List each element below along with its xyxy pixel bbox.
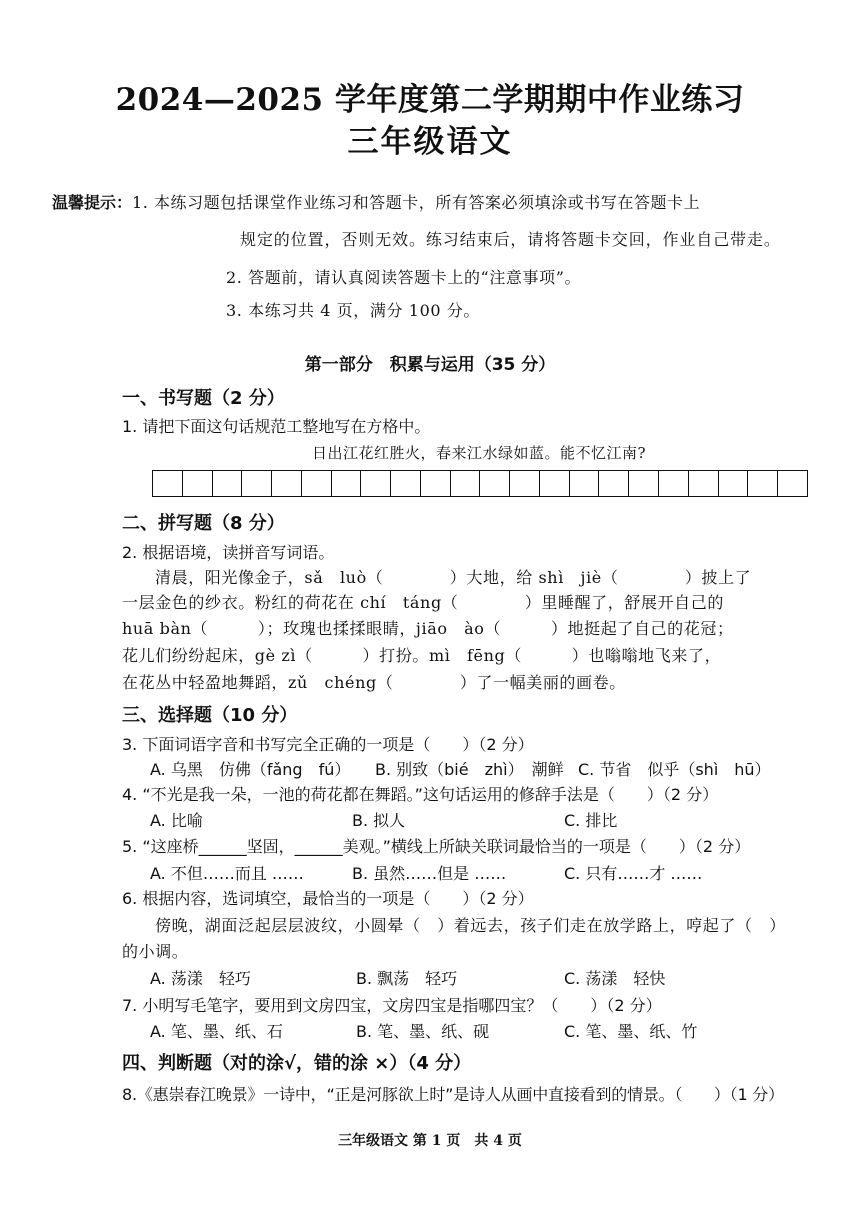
- grid-cell[interactable]: [421, 471, 451, 496]
- grid-cell[interactable]: [391, 471, 421, 496]
- grid-cell[interactable]: [153, 471, 183, 496]
- grid-cell[interactable]: [599, 471, 629, 496]
- grid-cell[interactable]: [361, 471, 391, 496]
- question-5-option-a: A. 不但……而且 ……: [150, 864, 304, 883]
- question-6-text-1: 傍晚，湖面泛起层层波纹，小圆晕（ ）着远去，孩子们走在放学路上，哼起了（ ）: [155, 916, 786, 935]
- tip-item-1-line-2: 规定的位置，否则无效。练习结束后，请将答题卡交回，作业自己带走。: [240, 230, 781, 249]
- question-5: 5. “这座桥______坚固，______美观。”横线上所缺关联词最恰当的一项是（ ）（2 分）: [122, 837, 751, 856]
- tip-item-2: 2. 答题前，请认真阅读答题卡上的“注意事项”。: [226, 268, 582, 287]
- grid-cell[interactable]: [748, 471, 778, 496]
- question-7-option-b: B. 笔、墨、纸、砚: [356, 1022, 490, 1041]
- question-6-option-b: B. 飘荡 轻巧: [356, 969, 458, 988]
- grid-cell[interactable]: [629, 471, 659, 496]
- question-3-option-b: B. 别致（bié zhì） 潮鲜: [375, 760, 564, 779]
- question-3: 3. 下面词语字音和书写完全正确的一项是（ ）（2 分）: [122, 735, 534, 754]
- section-2-title: 二、拼写题（8 分）: [122, 513, 285, 534]
- grid-cell[interactable]: [213, 471, 243, 496]
- grid-cell[interactable]: [272, 471, 302, 496]
- question-2: 2. 根据语境，读拼音写词语。: [122, 543, 335, 562]
- grid-cell[interactable]: [540, 471, 570, 496]
- question-6-option-c: C. 荡漾 轻快: [564, 969, 666, 988]
- page-subtitle: 三年级语文: [347, 124, 513, 160]
- question-6: 6. 根据内容，选词填空，最恰当的一项是（ ）（2 分）: [122, 889, 534, 908]
- copy-sentence: 日出江花红胜火，春来江水绿如蓝。能不忆江南?: [312, 444, 647, 462]
- writing-grid[interactable]: [152, 470, 808, 497]
- grid-cell[interactable]: [510, 471, 540, 496]
- question-7: 7. 小明写毛笔字，要用到文房四宝，文房四宝是指哪四宝？（ ）（2 分）: [122, 996, 662, 1015]
- question-5-option-c: C. 只有……才 ……: [564, 864, 703, 883]
- grid-cell[interactable]: [302, 471, 332, 496]
- question-4-option-c: C. 排比: [564, 811, 618, 830]
- section-4-title: 四、判断题（对的涂√，错的涂 ×）（4 分）: [122, 1053, 472, 1074]
- section-1-title: 一、书写题（2 分）: [122, 388, 285, 409]
- grid-cell[interactable]: [659, 471, 689, 496]
- tips-label: 温馨提示：: [52, 193, 133, 212]
- page-title: 2024—2025 学年度第二学期期中作业练习: [115, 82, 745, 118]
- grid-cell[interactable]: [719, 471, 749, 496]
- question-4-option-b: B. 拟人: [352, 811, 406, 830]
- question-6-option-a: A. 荡漾 轻巧: [150, 969, 251, 988]
- grid-cell[interactable]: [480, 471, 510, 496]
- pinyin-line-4: 花儿们纷纷起床，gè zì（ ）打扮。mì fēng（ ）也嗡嗡地飞来了，: [122, 646, 722, 665]
- tip-item-1-line-1: 1. 本练习题包括课堂作业练习和答题卡，所有答案必须填涂或书写在答题卡上: [132, 193, 701, 212]
- question-7-option-c: C. 笔、墨、纸、竹: [564, 1022, 698, 1041]
- grid-cell[interactable]: [242, 471, 272, 496]
- question-5-option-b: B. 虽然……但是 ……: [352, 864, 507, 883]
- question-4-option-a: A. 比喻: [150, 811, 203, 830]
- pinyin-line-5: 在花丛中轻盈地舞蹈，zǔ chéng（ ）了一幅美丽的画卷。: [122, 673, 626, 692]
- part-1-title: 第一部分 积累与运用（35 分）: [304, 355, 556, 375]
- question-4: 4. “不光是我一朵，一池的荷花都在舞蹈。”这句话运用的修辞手法是（ ）（2 分）: [122, 785, 719, 804]
- question-3-option-a: A. 乌黑 仿佛（fǎng fú）: [150, 760, 351, 779]
- pinyin-line-2: 一层金色的纱衣。粉红的荷花在 chí táng（ ）里睡醒了，舒展开自己的: [122, 593, 724, 612]
- section-3-title: 三、选择题（10 分）: [122, 705, 298, 726]
- grid-cell[interactable]: [451, 471, 481, 496]
- question-7-option-a: A. 笔、墨、纸、石: [150, 1022, 283, 1041]
- question-8: 8.《惠崇春江晚景》一诗中，“正是河豚欲上时”是诗人从画中直接看到的情景。（ ）（1 分）: [122, 1085, 784, 1104]
- grid-cell[interactable]: [332, 471, 362, 496]
- question-3-option-c: C. 节省 似乎（shì hū）: [578, 760, 771, 779]
- grid-cell[interactable]: [570, 471, 600, 496]
- tip-item-3: 3. 本练习共 4 页，满分 100 分。: [226, 301, 481, 320]
- grid-cell[interactable]: [183, 471, 213, 496]
- question-1: 1. 请把下面这句话规范工整地写在方格中。: [122, 417, 431, 436]
- grid-cell[interactable]: [778, 471, 807, 496]
- pinyin-line-1: 清晨，阳光像金子，sǎ luò（ ）大地，给 shì jiè（ ）披上了: [155, 568, 752, 587]
- grid-cell[interactable]: [689, 471, 719, 496]
- question-6-text-2: 的小调。: [122, 942, 189, 961]
- page-footer: 三年级语文 第 1 页 共 4 页: [338, 1133, 522, 1149]
- pinyin-line-3: huā bàn（ ）；玫瑰也揉揉眼睛，jiāo ào（ ）地挺起了自己的花冠；: [122, 619, 734, 638]
